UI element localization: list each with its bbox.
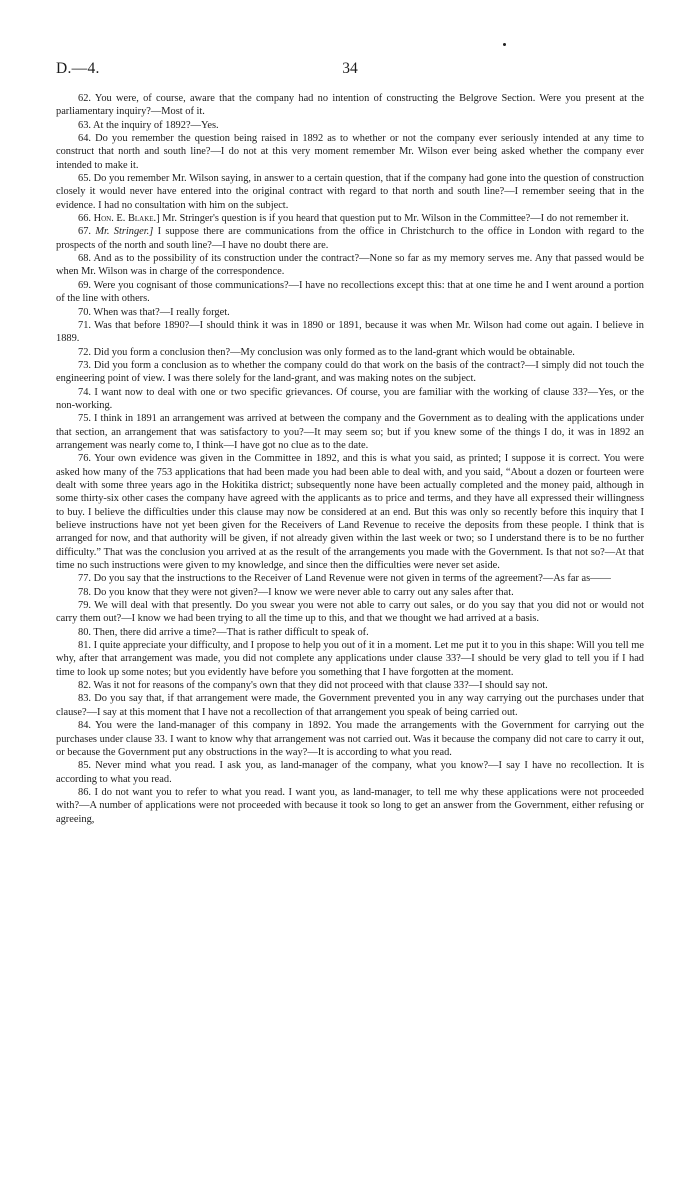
question-76: 76. Your own evidence was given in the Committee in 1892, and this is what you said, as printed; I suppose it is correct. You were asked how many of the 753 applications that had been made you had been able to deal with, and you said, “About a dozen or fourteen were dealt with some three years ago in the Hokitika district; subsequently none have been actually completed and the money paid, although in some thirty-six other cases the company have agreed with the applicants as to price and terms, and they have all expressed their willingness to buy. I believe the difficulties under this clause may now be considered at an end. But this was only so recently before this inquiry that I believe instructions have not yet been given for the Receivers of Land Revenue to receive the deposits from these people. I think that is arranged for now, and that authority will be given, if not already given within the last week or two; so I understand there is to be no further difficulty.” That was the conclusion you arrived at as the result of the arrangements you made with the Government. Is that not so?—At that time no such instructions were given to my knowledge, and since then the difficulties were never set aside. [56, 453, 644, 572]
question-73: 73. Did you form a conclusion as to whether the company could do that work on the basis of the contract?—I simply did not touch the engineering point of view. I was there solely for the land-grant, and was making notes on the subject. [56, 359, 644, 385]
question-number: 66. [78, 213, 94, 225]
question-74: 74. I want now to deal with one or two specific grievances. Of course, you are familiar with the working of clause 33?—Yes, or the non-working. [56, 386, 644, 411]
question-71: 71. Was that before 1890?—I should think it was in 1890 or 1891, because it was when Mr. Wilson had come out again. I believe in 1889. [56, 319, 644, 345]
question-text: I suppose there are communications from the office in Christchurch to the office in London with regard to the prospects of the north and south line?—I have no doubt there are. [56, 226, 645, 251]
question-68: 68. And as to the possibility of its construction under the contract?—None so far as my memory serves me. Any that passed would be when Mr. Wilson was in charge of the correspondence. [56, 253, 644, 278]
question-85: 85. Never mind what you read. I ask you, as land-manager of the company, what you know?—I say I have no recollection. It is according to what you read. [56, 760, 644, 785]
question-72: 72. Did you form a conclusion then?—My conclusion was only formed as to the land-grant which would be obtainable. [78, 346, 575, 358]
question-82: 82. Was it not for reasons of the company's own that they did not proceed with that clause 33?—I should say not. [78, 680, 548, 692]
question-67 [56, 225, 644, 252]
page-header [56, 60, 644, 82]
question-text: Mr. Stringer's question is if you heard that question put to Mr. Wilson in the Committee?—I do not remember it. [159, 213, 629, 225]
question-75: 75. I think in 1891 an arrangement was arrived at between the company and the Government as to dealing with the applications under that section, an arrangement that was satisfactory to you?—It may seem so; but if you knew some of the things I do, it was in 1892 an arrangement was nearly come to, I think—I have got no clue as to the date. [56, 413, 644, 451]
question-81: 81. I quite appreciate your difficulty, and I propose to help you out of it in a moment. Let me put it to you in this shape: Will you tell me why, after that arrangement was made, you did not complete any applications under clause 33?—I should be very glad to tell you if I had time to look up some notes; but you evidently have before you something that I have forgotten at the moment. [56, 640, 644, 678]
question-62: 62. You were, of course, aware that the company had no intention of constructing the Belgrove Section. Were you present at the parliamentary inquiry?—Most of it. [56, 93, 644, 118]
question-83: 83. Do you say that, if that arrangement were made, the Government prevented you in any way carrying out the purchases under that clause?—I say at this moment that I have not a recollection of that arrangement you speak of being carried out. [56, 693, 644, 718]
question-77: 77. Do you say that the instructions to the Receiver of Land Revenue were not given in terms of the agreement?—As far as—— [78, 573, 611, 585]
question-66 [56, 212, 644, 225]
speaker-name: Mr. Stringer.] [95, 226, 154, 238]
question-80: 80. Then, there did arrive a time?—That is rather difficult to speak of. [78, 626, 369, 638]
question-79: 79. We will deal with that presently. Do you swear you were not able to carry out sales, or do you say that you did not or would not carry them out?—I know we had been trying to all the time up to this, and that we thought we had arrived at a basis. [56, 600, 644, 625]
question-number: 67. [78, 226, 96, 238]
question-78: 78. Do you know that they were not given?—I know we were never able to carry out any sales after that. [78, 586, 514, 598]
question-69: 69. Were you cognisant of those communications?—I have no recollections except this: that at one time he and I went around a portion of the line with others. [56, 279, 644, 305]
question-84: 84. You were the land-manager of this company in 1892. You made the arrangements with the Government for carrying out the purchases under clause 33. I want to know why that arrangement was not carried out. Was it because the company did not care to carry it out, or because the Government put any obstructions in the way?—It is according to what you read. [56, 720, 644, 758]
page-number: 34 [342, 60, 358, 77]
speaker-name: Hon. E. Blake.] [93, 213, 160, 225]
document-reference: D.—4. [56, 60, 100, 77]
question-86: 86. I do not want you to refer to what you read. I want you, as land-manager, to tell me why these applications were not proceeded with?—A number of applications were not proceeded with because it took so long to get an answer from the Government, either refusing or agreeing, [56, 786, 644, 825]
question-64: 64. Do you remember the question being raised in 1892 as to whether or not the company ever seriously intended at any time to construct that north and south line?—I do not at this very moment remember Mr. Wilson ever being asked whether the company ever intended to make it. [56, 133, 644, 171]
ink-speck [503, 43, 506, 46]
evidence-transcript [56, 92, 644, 826]
question-65: 65. Do you remember Mr. Wilson saying, in answer to a certain question, that if the company had gone into the question of construction closely it would never have entered into the original contract with regard to that north and south line?—I remember seeing that in the evidence. I had no consultation with him on the subject. [56, 173, 644, 211]
question-70: 70. When was that?—I really forget. [78, 306, 230, 318]
question-63: 63. At the inquiry of 1892?—Yes. [78, 119, 219, 131]
